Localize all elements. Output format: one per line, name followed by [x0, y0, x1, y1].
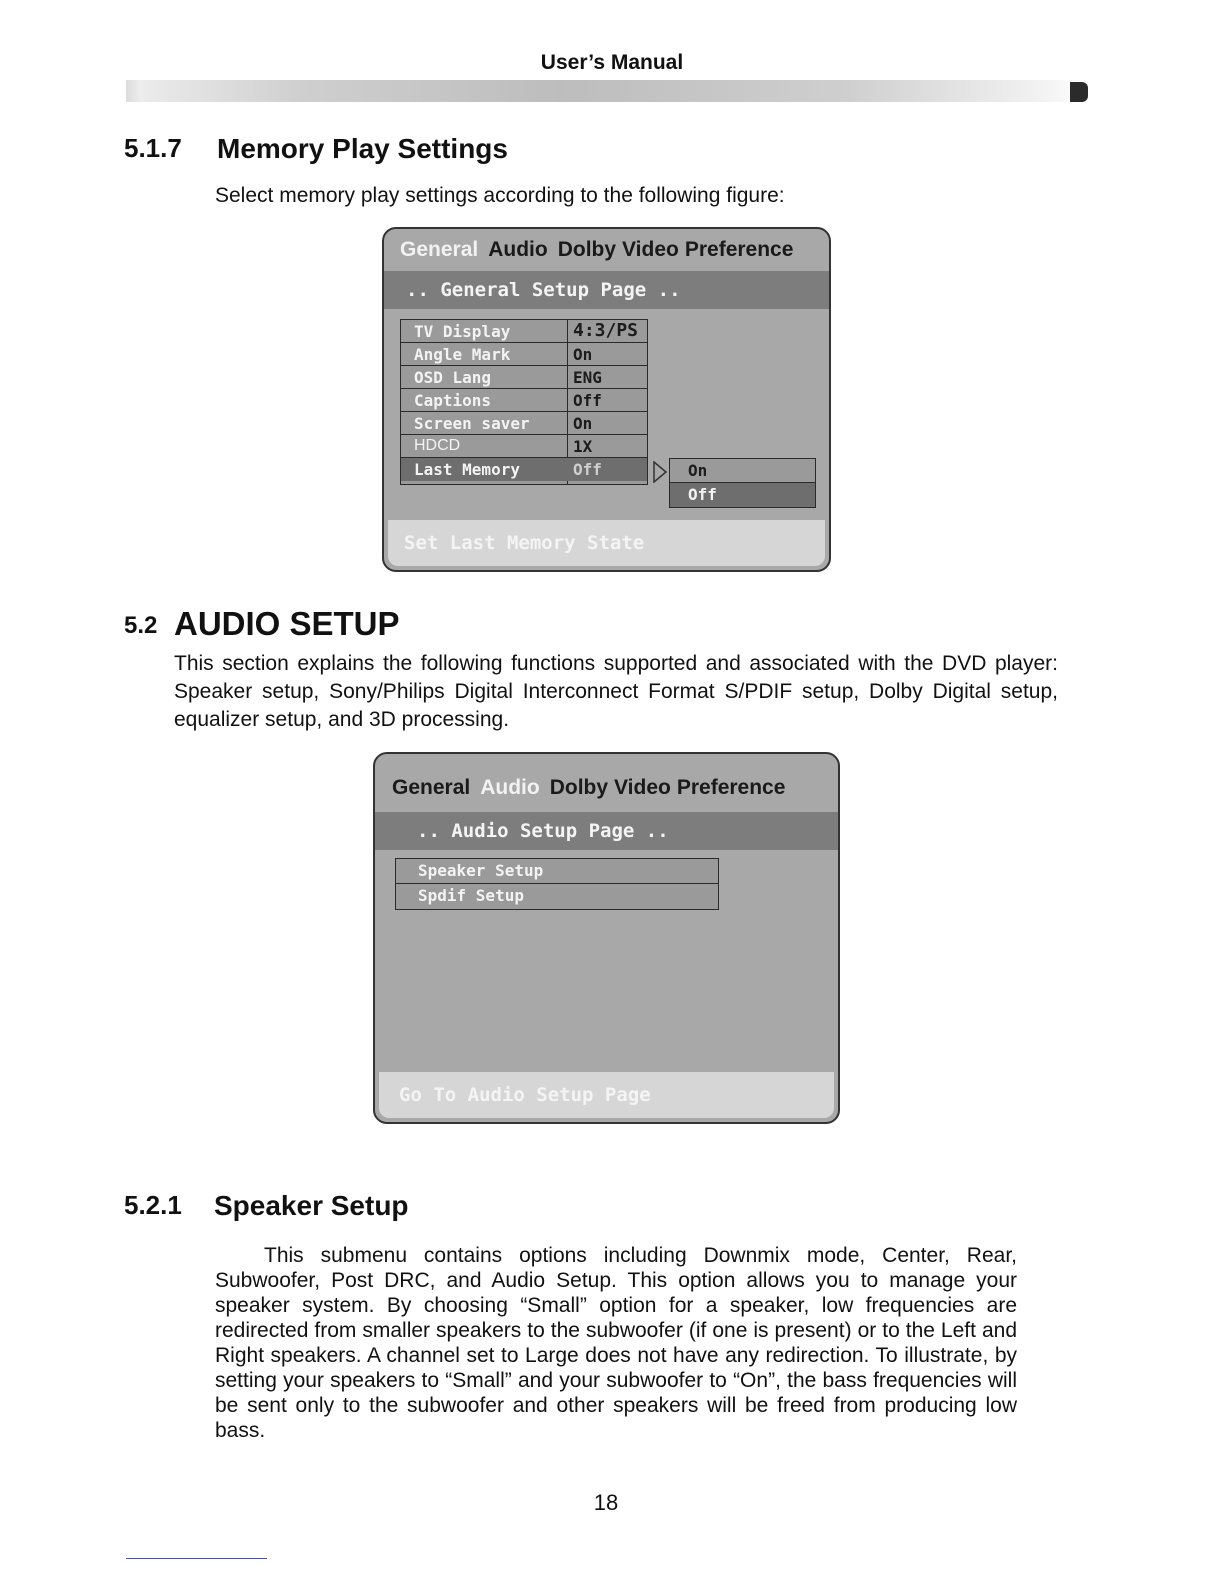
section-52-title: AUDIO SETUP — [174, 605, 400, 642]
header-divider-bar — [128, 80, 1088, 102]
manual-header-title: User’s Manual — [540, 51, 684, 74]
section-521-heading — [124, 1190, 182, 1221]
menu1-tab-bar — [384, 229, 829, 271]
section-521-title: Speaker Setup — [214, 1190, 409, 1221]
menu1-tab-video[interactable]: Video — [622, 238, 679, 261]
section-521-body: This submenu contains options including Downmix mode, Center, Rear, Subwoofer, Post DRC, and Audio Setup. This option allows you to manage your speaker system. By choosing “Small” option for a speaker, low frequencies are redirected from smaller speakers to the subwoofer (if one is present) or to the Left and Right speakers. A channel set to Large does not have any redirection. To illustrate, by setting your speakers to “Small” and your subwoofer to “On”, the bass frequencies will be sent only to the subwoofer and other speakers will be freed from producing low bass. — [215, 1244, 1017, 1442]
menu1-row-hdcd[interactable]: HDCD 1X — [401, 435, 647, 458]
menu1-row-osd-lang[interactable]: OSD Lang ENG — [401, 366, 647, 389]
menu2-page-title: .. Audio Setup Page .. — [375, 812, 838, 850]
page-number: 18 — [593, 1490, 619, 1515]
menu1-tab-preference[interactable]: Preference — [684, 238, 794, 261]
menu1-row-tv-display[interactable]: TV Display 4:3/PS — [401, 320, 647, 343]
menu2-tab-audio[interactable]: Audio — [480, 776, 540, 799]
audio-setup-menu-screenshot — [373, 752, 840, 1124]
menu1-option-off[interactable]: Off — [670, 483, 815, 507]
submenu-pointer-arrow-icon — [653, 461, 667, 483]
menu2-row-spdif-setup[interactable]: Spdif Setup — [418, 886, 524, 905]
menu1-row-last-memory[interactable]: Last Memory Off — [401, 458, 647, 481]
menu2-tab-preference[interactable]: Preference — [676, 776, 786, 799]
menu1-tab-dolby[interactable]: Dolby — [557, 238, 617, 261]
section-521-number: 5.2.1 — [124, 1190, 182, 1220]
section-52-heading — [124, 612, 157, 640]
menu1-option-on[interactable]: On — [670, 459, 815, 483]
header-divider-left-cap — [126, 80, 142, 102]
menu1-tab-general[interactable]: General — [400, 238, 479, 261]
general-setup-menu-screenshot — [382, 227, 831, 572]
menu1-settings-list — [400, 319, 648, 485]
section-517-heading — [124, 133, 182, 164]
menu2-tab-dolby[interactable]: Dolby — [549, 776, 609, 799]
menu1-row-captions[interactable]: Captions Off — [401, 389, 647, 412]
menu2-tab-general[interactable]: General — [392, 776, 471, 799]
header-divider-right-cap — [1070, 82, 1088, 102]
menu1-page-title: .. General Setup Page .. — [384, 271, 829, 309]
section-517-title: Memory Play Settings — [217, 133, 508, 164]
menu1-options-list — [669, 458, 816, 508]
menu2-settings-list — [395, 858, 719, 910]
menu1-row-angle-mark[interactable]: Angle Mark On — [401, 343, 647, 366]
section-52-number: 5.2 — [124, 612, 158, 639]
section-517-intro: Select memory play settings according to the following figure: — [215, 184, 785, 207]
menu1-status-footer: Set Last Memory State — [388, 520, 825, 566]
section-517-number: 5.1.7 — [124, 133, 182, 163]
section-52-body: This section explains the following functions supported and associated with the DVD player: Speaker setup, Sony/Philips Digital Interconnect Format S/PDIF setup, Dolby Digital setup, equalizer setup, and 3D processing. — [174, 652, 1058, 731]
menu2-tab-video[interactable]: Video — [614, 776, 671, 799]
menu1-tab-audio[interactable]: Audio — [488, 238, 548, 261]
menu2-row-speaker-setup[interactable]: Speaker Setup — [396, 859, 718, 884]
footer-rule — [126, 1558, 267, 1559]
menu2-status-footer: Go To Audio Setup Page — [379, 1072, 834, 1118]
menu1-row-screen-saver[interactable]: Screen saver On — [401, 412, 647, 435]
